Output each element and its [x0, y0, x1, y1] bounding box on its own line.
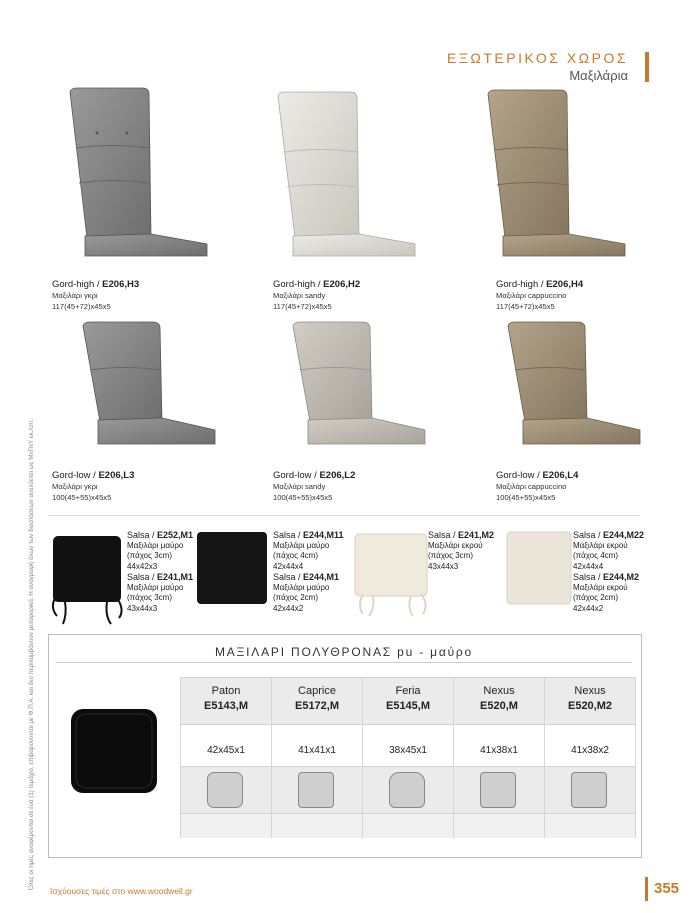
seat-shape-icon [480, 772, 516, 808]
product-caption: Gord-low / E206,L4 Μαξιλάρι cappuccino 100(45+55)x45x5 [496, 470, 579, 502]
salsa-black-cushion-2 [197, 532, 267, 604]
salsa-ecru-cushion-1 [355, 534, 427, 616]
table-rule [180, 724, 635, 725]
table-column: Feria E5145,M 38x45x1 [362, 677, 453, 838]
cushion-high-sandy [278, 92, 415, 256]
foam-box-title: ΜΑΞΙΛΑΡΙ ΠΟΛΥΘΡΟΝΑΣ pu - μαύρο [214, 645, 474, 659]
cushion-low-sandy [293, 322, 425, 444]
salsa-caption-group: Salsa / E241,M2 Μαξιλάρι εκρού (πάχος 3cm) 43x44x3 [428, 530, 495, 571]
page-number-bar [645, 877, 648, 901]
cushion-low-cappuccino [508, 322, 640, 444]
section-subtitle: Μαξιλάρια [569, 68, 628, 83]
table-rule [180, 813, 635, 814]
product-caption: Gord-high / E206,H2 Μαξιλάρι sandy 117(45+72)x45x5 [273, 279, 361, 311]
cushion-high-grey [70, 88, 207, 256]
salsa-caption-group: Salsa / E252,M1 Μαξιλάρι μαύρο (πάχος 3cm) 44x42x3 Salsa / E241,M1 Μαξιλάρι μαύρο (πάχος 3cm) 43x44x3 [127, 530, 194, 613]
section-title: ΕΞΩΤΕΡΙΚΟΣ ΧΩΡΟΣ [446, 50, 628, 66]
cushion-high-cappuccino [488, 90, 625, 256]
seat-shape-icon [571, 772, 607, 808]
table-column: Caprice E5172,M 41x41x1 [271, 677, 362, 838]
page-number: 355 [654, 880, 680, 897]
product-caption: Gord-low / E206,L2 Μαξιλάρι sandy 100(45+55)x45x5 [273, 470, 356, 502]
cushion-low-grey [83, 322, 215, 444]
side-disclaimer: Όλες οι τιμές αναφέρονται σε ένα (1) τεμάχιο, επιβαρύνονται με Φ.Π.Α. και δεν περιλαμβάνουν μεταφορικά. Η αναγραφή όλων των διαστάσεων αναλύεται ως ΜxΠxΥ εκ./cm. [28, 418, 35, 890]
table-column: Nexus E520,M2 41x38x2 [544, 677, 636, 838]
seat-shape-icon [207, 772, 243, 808]
product-caption: Gord-high / E206,H3 Μαξιλάρι γκρι 117(45+72)x45x5 [52, 279, 140, 311]
foam-sizes-table [180, 677, 635, 838]
foam-title-rule [56, 662, 632, 663]
header-accent-bar [645, 52, 649, 82]
table-rule [180, 766, 635, 767]
footer-website-note: Ισχύουσες τιμές στο www.woodwell.gr [50, 886, 193, 896]
seat-shape-icon [389, 772, 425, 808]
section-divider [48, 515, 640, 516]
seat-shape-icon [298, 772, 334, 808]
table-column: Paton E5143,M 42x45x1 [180, 677, 271, 838]
foam-cushion-image [68, 706, 160, 798]
salsa-caption-group: Salsa / E244,M11 Μαξιλάρι μαύρο (πάχος 4cm) 42x44x4 Salsa / E244,M1 Μαξιλάρι μαύρο (πάχος 2cm) 42x44x2 [273, 530, 344, 613]
product-caption: Gord-high / E206,H4 Μαξιλάρι cappuccino 117(45+72)x45x5 [496, 279, 584, 311]
product-caption: Gord-low / E206,L3 Μαξιλάρι γκρι 100(45+55)x45x5 [52, 470, 135, 502]
table-rule [180, 677, 635, 678]
salsa-caption-group: Salsa / E244,M22 Μαξιλάρι εκρού (πάχος 4cm) 42x44x4 Salsa / E244,M2 Μαξιλάρι εκρού (πάχος 2cm) 42x44x2 [573, 530, 645, 613]
table-column: Nexus E520,M 41x38x1 [453, 677, 544, 838]
salsa-black-cushion-1 [53, 536, 122, 624]
salsa-ecru-cushion-2 [507, 532, 571, 604]
